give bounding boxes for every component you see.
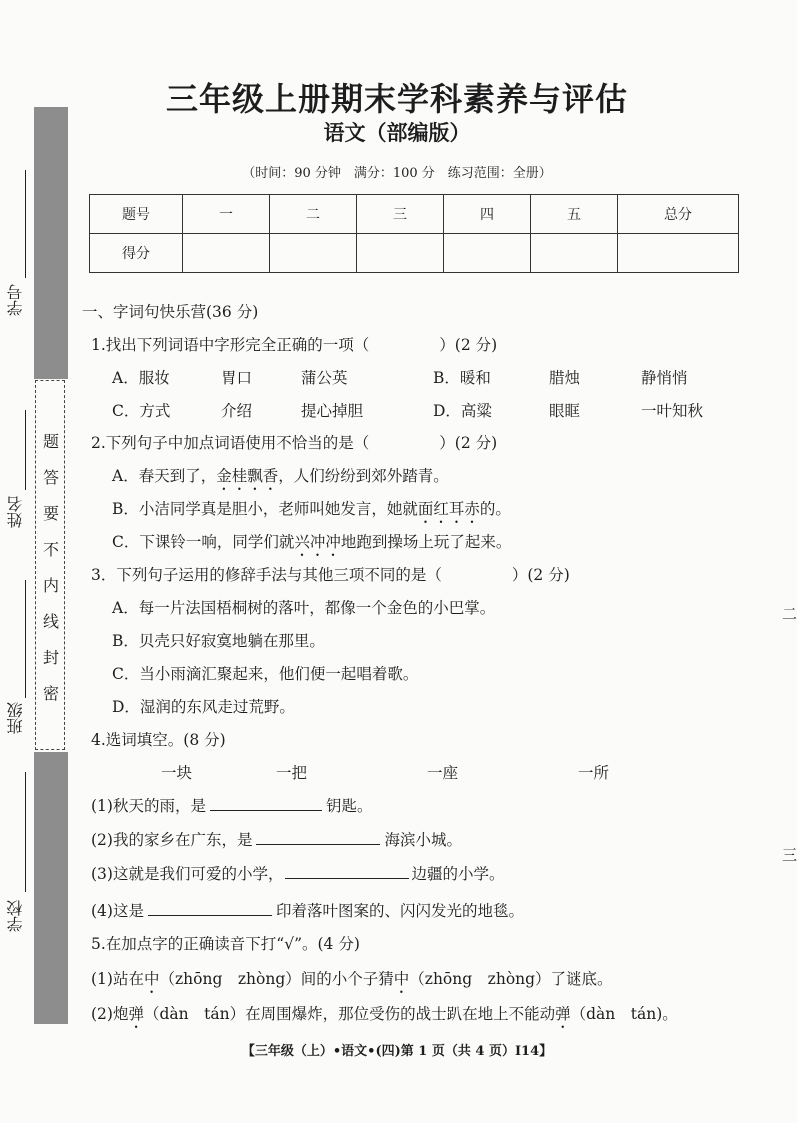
word-choice: 一所	[578, 764, 610, 782]
option-word: 介绍	[221, 402, 253, 420]
question-5: 5.在加点字的正确读音下打“√”。(4 分)	[91, 935, 360, 953]
student-id-line	[25, 170, 26, 278]
seal-char: 题	[42, 432, 59, 451]
sentence-text: 印着落叶图案的、闪闪发光的地毯。	[275, 902, 524, 920]
option-a[interactable]: A．服妆	[112, 369, 170, 387]
table-header: 总分	[618, 195, 739, 234]
question-tail: ）(2 分)	[439, 336, 498, 354]
sentence-text: 边疆的小学。	[411, 865, 505, 883]
binding-band-bottom	[34, 752, 68, 1024]
question-stem: 3．下列句子运用的修辞手法与其他三项不同的是（	[91, 566, 442, 584]
sentence-text: 海滨小城。	[384, 831, 462, 849]
option-d[interactable]: D．高粱	[433, 402, 492, 420]
page-subtitle: 语文（部编版）	[323, 120, 471, 145]
score-cell[interactable]	[618, 234, 739, 273]
dotted-char: 弹	[128, 1005, 144, 1023]
fill-sentence-3	[91, 862, 504, 884]
edge-mark: 二	[782, 605, 797, 623]
seal-char: 内	[42, 576, 59, 595]
sentence-text: （dàn tán）在周围爆炸，那位受伤的战士趴在地上不能动	[143, 1005, 556, 1023]
school-line	[25, 772, 26, 892]
dotted-word: 面红耳赤	[417, 500, 480, 518]
question-stem: 1.找出下列词语中字形完全正确的一项（	[91, 336, 370, 354]
option-text: A．春天到了，	[112, 467, 217, 485]
question-tail: ）(2 分)	[439, 434, 498, 452]
answer-blank[interactable]	[285, 862, 409, 879]
option-b[interactable]: B．贝壳只好寂寞地躺在那里。	[112, 632, 325, 650]
table-header: 题号	[90, 195, 183, 234]
question-3	[91, 563, 570, 585]
option-word: 蒲公英	[301, 369, 348, 387]
seal-char: 答	[42, 468, 59, 487]
option-text: 地跑到操场上玩了起来。	[340, 533, 512, 551]
option-text: C．下课铃一响，同学们就	[112, 533, 295, 551]
score-cell[interactable]	[444, 234, 531, 273]
seal-char: 要	[42, 504, 59, 523]
option-word: 一叶知秋	[641, 402, 704, 420]
pinyin-sentence-1	[91, 967, 613, 997]
sentence-text: (2)我的家乡在广东，是	[91, 831, 253, 849]
option-word: 眼眶	[549, 402, 581, 420]
sentence-text: (1)站在	[91, 970, 144, 988]
section-title: 一、字词句快乐营(36 分)	[82, 303, 259, 321]
option-c[interactable]: C．方式	[112, 402, 171, 420]
option-d[interactable]: D．湿润的东风走过荒野。	[112, 698, 295, 716]
option-b[interactable]: B．暖和	[433, 369, 491, 387]
option-word: 胃口	[221, 369, 253, 387]
score-table	[89, 194, 739, 273]
page-footer: 【三年级（上）•语文•(四)第 1 页（共 4 页）I14】	[241, 1044, 553, 1059]
row-label: 得分	[90, 234, 183, 273]
dotted-word: 金桂飘香	[216, 467, 279, 485]
class-label: 班级	[6, 702, 25, 734]
option-a[interactable]	[112, 464, 449, 494]
sentence-text: （zhōng zhòng）了谜底。	[409, 970, 613, 988]
option-word: 腊烛	[549, 369, 581, 387]
word-choice: 一块	[161, 764, 193, 782]
dotted-char: 弹	[555, 1005, 571, 1023]
dotted-char: 中	[143, 970, 160, 988]
option-word: 静悄悄	[641, 369, 688, 387]
table-header-row	[90, 195, 739, 234]
option-text: 的。	[479, 500, 511, 518]
option-text: ，人们纷纷到郊外踏青。	[278, 467, 449, 485]
fill-sentence-4	[91, 899, 524, 921]
option-c[interactable]: C．当小雨滴汇聚起来，他们便一起唱着歌。	[112, 665, 419, 683]
answer-blank[interactable]	[148, 899, 272, 916]
option-a[interactable]: A．每一片法国梧桐树的落叶，都像一个金色的小巴掌。	[112, 599, 496, 617]
word-choice: 一座	[427, 764, 459, 782]
answer-blank[interactable]	[256, 828, 380, 845]
table-header: 四	[444, 195, 531, 234]
page-title: 三年级上册期末学科素养与评估	[165, 80, 628, 118]
sentence-text: (3)这就是我们可爱的小学，	[91, 865, 284, 883]
seal-char: 密	[42, 684, 59, 703]
question-tail: ）(2 分)	[511, 566, 570, 584]
table-header: 二	[270, 195, 357, 234]
question-1	[91, 333, 497, 355]
sentence-text: （dàn tán)。	[570, 1005, 678, 1023]
option-text: B．小洁同学真是胆小，老师叫她发言，她就	[112, 500, 418, 518]
table-header: 三	[357, 195, 444, 234]
dotted-char: 中	[393, 970, 410, 988]
question-2	[91, 431, 497, 453]
class-line	[25, 580, 26, 698]
edge-mark: 三	[782, 846, 797, 864]
dotted-word: 兴冲冲	[294, 533, 341, 551]
score-cell[interactable]	[531, 234, 618, 273]
option-b[interactable]	[112, 497, 511, 527]
sentence-text: (4)这是	[91, 902, 144, 920]
table-row	[90, 234, 739, 273]
question-4: 4.选词填空。(8 分)	[91, 731, 226, 749]
score-cell[interactable]	[357, 234, 444, 273]
word-choice: 一把	[276, 764, 308, 782]
name-line	[25, 410, 26, 490]
sentence-text: （zhōng zhòng）间的小个子猜	[159, 970, 394, 988]
seal-char: 不	[42, 540, 59, 559]
option-c[interactable]	[112, 530, 511, 560]
table-header: 一	[183, 195, 270, 234]
school-label: 学校	[6, 900, 25, 932]
table-header: 五	[531, 195, 618, 234]
seal-char: 封	[42, 648, 59, 667]
sentence-text: 钥匙。	[325, 797, 373, 815]
seal-char: 线	[42, 612, 59, 631]
sentence-text: (1)秋天的雨，是	[91, 797, 206, 815]
binding-band-top	[34, 107, 68, 379]
student-id-label: 学号	[6, 284, 25, 316]
answer-blank[interactable]	[210, 794, 322, 811]
name-label: 姓名	[6, 496, 25, 528]
question-stem: 2.下列句子中加点词语使用不恰当的是（	[91, 434, 370, 452]
option-word: 提心掉胆	[301, 402, 364, 420]
exam-info: （时间：90 分钟 满分：100 分 练习范围：全册）	[242, 166, 552, 181]
pinyin-sentence-2	[91, 1002, 678, 1032]
score-cell[interactable]	[183, 234, 270, 273]
score-cell[interactable]	[270, 234, 357, 273]
fill-sentence-1	[91, 794, 372, 816]
fill-sentence-2	[91, 828, 462, 850]
sentence-text: (2)炮	[91, 1005, 129, 1023]
